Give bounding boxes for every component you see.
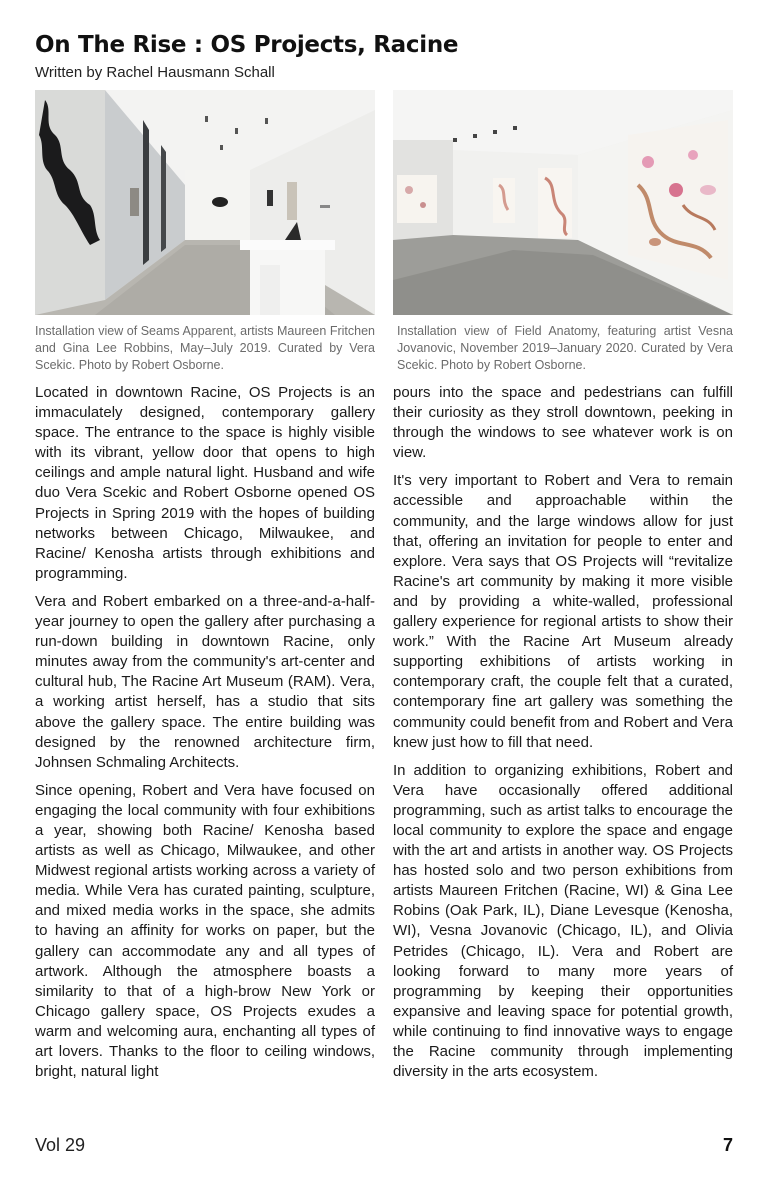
body-paragraph: pours into the space and pedestrians can fulfill their curiosity as they stroll downtown, peeking in through the windows to see whatever work is on view. [393,384,733,462]
photo-caption-left: Installation view of Seams Apparent, artists Maureen Fritchen and Gina Lee Robbins, May–July 2019. Curated by Vera Scekic. Photo by Robert Osborne. [35,324,375,372]
body-paragraph: Located in downtown Racine, OS Projects is an immaculately designed, contemporary gallery space. The entrance to the space is highly visible with its vibrant, yellow door that opens to high ceilings and ample natural light. Husband and wife duo Vera Scekic and Robert Osborne opened OS Projects in Spring 2019 with the hopes of building networks between Chicago, Milwaukee, and Racine/ Kenosha artists through exhibitions and programming. [35,384,375,582]
article-byline: Written by Rachel Hausmann Schall [35,64,275,81]
photo-caption-right: Installation view of Field Anatomy, featuring artist Vesna Jovanovic, November 2019–January 2020. Curated by Vera Scekic. Photo by Robert Osborne. [397,324,733,372]
footer-volume: Vol 29 [35,1135,86,1155]
gallery-photo-field-anatomy [393,90,733,315]
body-paragraph: In addition to organizing exhibitions, Robert and Vera have occasionally offered additional programming, such as artist talks to encourage the local community to explore the space and engage with the art and artists in another way. OS Projects has hosted solo and two person exhibitions from artists Maureen Fritchen (Racine, WI) & Gina Lee Robins (Oak Park, IL), Diane Levesque (Kenosha, WI), Vesna Jovanovic (Chicago, IL), and Olivia Petrides (Chicago, IL). Vera and Robert are looking forward to many more years of programming by keeping their opportunities expansive and leaving space for potential growth, while continuing to find innovative ways to engage the Racine community through implementing diversity in the arts ecosystem. [393,761,733,1081]
footer-page-number: 7 [722,1135,733,1155]
body-paragraph: Vera and Robert embarked on a three-and-a-half-year journey to open the gallery after purchasing a run-down building in downtown Racine, only minutes away from the community's art-center and cultural hub, The Racine Art Museum (RAM). Vera, a working artist herself, has a studio that sits above the gallery space. The entire building was designed by the renowned architecture firm, Johnsen Schmaling Architects. [35,592,375,771]
article-column-right [393,383,733,1090]
article-title: On The Rise : OS Projects, Racine [35,32,459,58]
body-paragraph: Since opening, Robert and Vera have focused on engaging the local community with four exhibitions a year, showing both Racine/ Kenosha based artists as well as Chicago, Milwaukee, and other Midwest regional artists working across a variety of media. While Vera has curated painting, sculpture, and mixed media works in the space, she admits to having an affinity for works on paper, but the gallery can accommodate any and all types of artwork. Although the atmosphere boasts a similarity to that of a high-brow New York or Chicago gallery space, OS Projects exudes a warm and welcoming aura, enchanting all types of art lovers. Thanks to the floor to ceiling windows, bright, natural light [35,781,375,1081]
article-column-left [35,383,375,1090]
gallery-photo-seams-apparent [35,90,375,315]
body-paragraph: It's very important to Robert and Vera to remain accessible and approachable within the community, and the large windows allow for just that, offering an invitation for people to enter and explore. Vera says that OS Projects will “revitalize Racine's art community by making it more visible and by providing a white-walled, professional gallery experience for regional artists to show their work.” With the Racine Art Museum already supporting exhibitions of artists working in contemporary craft, the couple felt that a curated, contemporary fine art gallery was something the community could benefit from and Robert and Vera knew just how to fill that need. [393,472,733,751]
